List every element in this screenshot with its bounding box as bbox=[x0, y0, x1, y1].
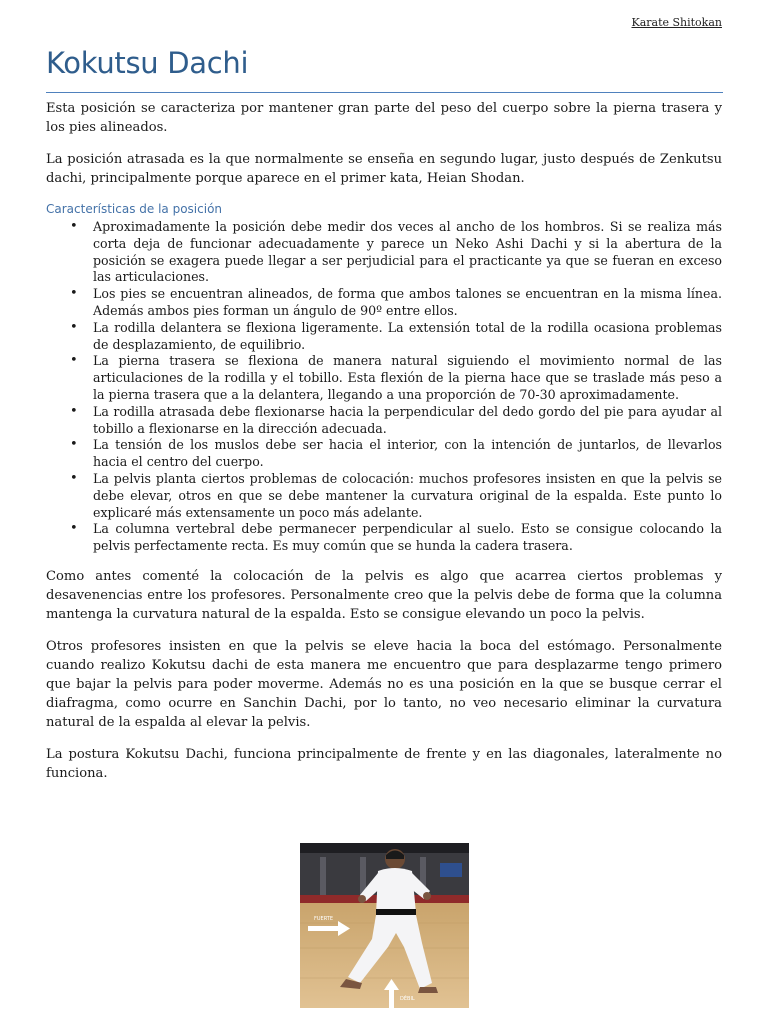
body-paragraph-3: La postura Kokutsu Dachi, funciona principalmente de frente y en las diagonales, lateralmente no funciona. bbox=[46, 746, 722, 781]
body-paragraph-2: Otros profesores insisten en que la pelvis se eleve hacia la boca del estómago. Personalmente cuando realizo Kokutsu dachi de esta manera me encuentro que para desplazarme tengo primero que bajar la pelvis para poder moverme. Además no es una posición en la que se busque cerrar el diafragma, como ocurre en Sanchin Dachi, por lo tanto, no veo necesario eliminar la curvatura natural de la espalda al elevar la pelvis. bbox=[46, 638, 722, 730]
page-title: Kokutsu Dachi bbox=[46, 46, 249, 80]
bullet-icon: • bbox=[70, 286, 78, 302]
stance-photo bbox=[300, 843, 469, 1008]
bullet-icon: • bbox=[70, 521, 78, 537]
list-item: • La pierna trasera se flexiona de manera natural siguiendo el movimiento normal de las articulaciones de la rodilla y el tobillo. Esta flexión de la pierna hace que se traslade más peso a la pierna trasera que a la delantera, llegando a una proporción de 70-30 aproximadamente. bbox=[70, 353, 722, 402]
intro-paragraph-2: La posición atrasada es la que normalmente se enseña en segundo lugar, justo después de Zenkutsu dachi, principalmente porque aparece en el primer kata, Heian Shodan. bbox=[46, 152, 722, 186]
bullet-icon: • bbox=[70, 437, 78, 453]
running-header: Karate Shitokan bbox=[631, 16, 722, 29]
list-item: • La rodilla delantera se flexiona ligeramente. La extensión total de la rodilla ocasiona problemas de desplazamiento, de equilibrio. bbox=[70, 319, 722, 352]
list-item: • La pelvis planta ciertos problemas de colocación: muchos profesores insisten en que la pelvis se debe elevar, otros en que se debe mantener la curvatura original de la espalda. Este punto lo explicaré más extensamente un poco más adelante. bbox=[70, 470, 722, 520]
title-divider bbox=[46, 92, 723, 93]
bullet-icon: • bbox=[70, 470, 78, 486]
bullet-icon: • bbox=[70, 319, 78, 335]
list-item: • La rodilla atrasada debe flexionarse hacia la perpendicular del dedo gordo del pie para ayudar al tobillo a flexionarse en la dirección adecuada. bbox=[70, 403, 722, 436]
document-body bbox=[46, 99, 722, 796]
list-item: • Los pies se encuentran alineados, de forma que ambos talones se encuentran en la misma línea. Además ambos pies forman un ángulo de 90º entre ellos. bbox=[70, 286, 722, 318]
bullet-icon: • bbox=[70, 403, 78, 419]
bullet-icon: • bbox=[70, 353, 78, 369]
body-paragraph-1: Como antes comenté la colocación de la pelvis es algo que acarrea ciertos problemas y desavenencias entre los profesores. Personalmente creo que la pelvis debe de forma que la columna mantenga la curvatura natural de la espalda. Esto se consigue elevando un poco la pelvis. bbox=[46, 568, 722, 622]
bullet-icon: • bbox=[70, 219, 78, 234]
weak-label: DÉBIL bbox=[400, 996, 415, 1002]
karateka-illustration bbox=[300, 843, 469, 1008]
intro-paragraph-1: Esta posición se caracteriza por mantener gran parte del peso del cuerpo sobre la pierna trasera y los pies alineados. bbox=[46, 101, 722, 135]
section-heading: Características de la posición bbox=[46, 202, 223, 216]
strong-label: FUERTE bbox=[314, 916, 334, 922]
list-item: • La columna vertebral debe permanecer perpendicular al suelo. Esto se consigue colocando la pelvis perfectamente recta. Es muy común que se hunda la cadera trasera. bbox=[70, 521, 722, 554]
list-item: • Aproximadamente la posición debe medir dos veces al ancho de los hombros. Si se realiza más corta deja de funcionar adecuadamente y parece un Neko Ashi Dachi y si la abertura de la posición se exagera puede llegar a ser perjudicial para el practicante ya que se fueran en exceso las articulaciones. bbox=[70, 219, 722, 285]
characteristics-list bbox=[46, 219, 722, 555]
list-item: • La tensión de los muslos debe ser hacia el interior, con la intención de juntarlos, de llevarlos hacia el centro del cuerpo. bbox=[70, 437, 722, 470]
